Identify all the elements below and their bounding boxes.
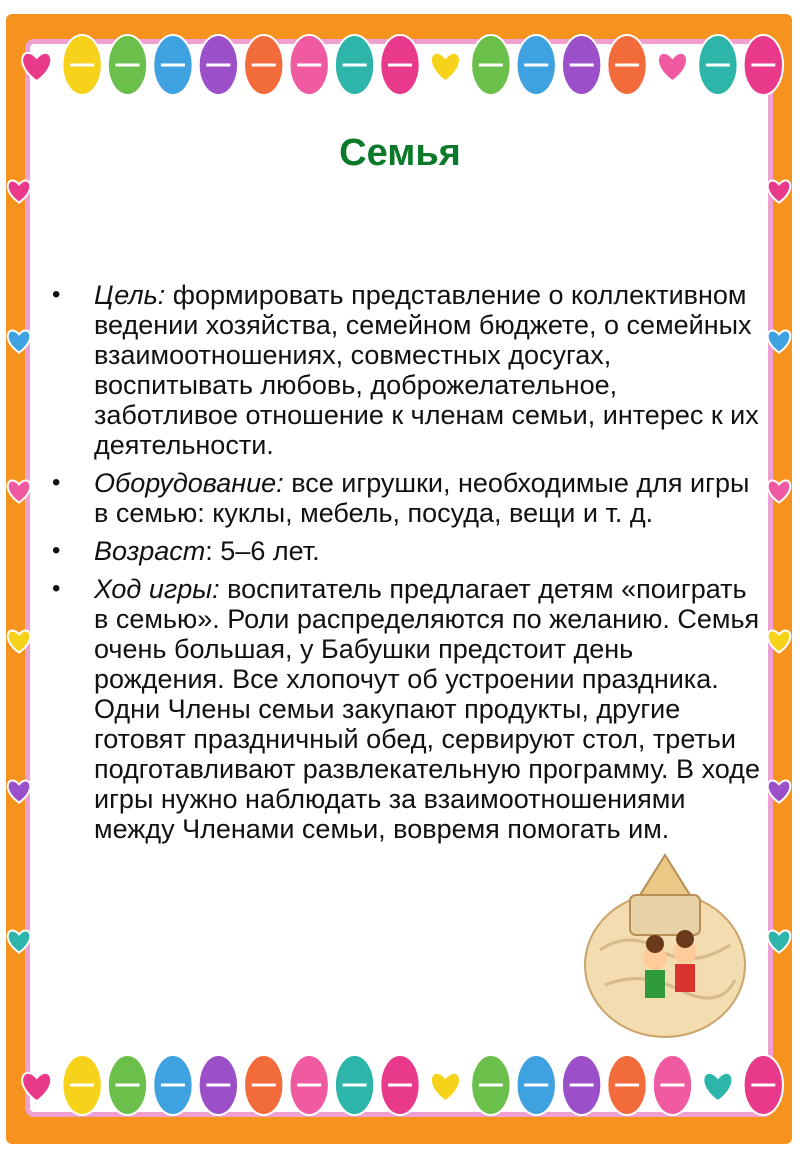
page-title: Семья (339, 132, 461, 174)
heart-icon (8, 481, 31, 503)
globe-kids-illustration (570, 840, 760, 1040)
decor-left-column (2, 150, 36, 1010)
heart-icon (22, 1073, 51, 1101)
heart-icon (703, 1073, 732, 1101)
heart-icon (431, 53, 460, 81)
heart-icon (768, 481, 791, 503)
bullet-icon: • (52, 575, 61, 602)
heart-icon (8, 181, 31, 203)
heart-icon (8, 331, 31, 353)
item-text: формировать представление о коллективном ведении хозяйства, семейном бюджете, о семейных взаимоотношениях, совместных досугах, воспитывать любовь, доброжелательное, заботливое отношение к членам семьи, интерес к их деятельности. (94, 280, 759, 460)
heart-icon (768, 781, 791, 803)
heart-icon (658, 53, 687, 81)
list-item (44, 536, 764, 566)
item-label: Оборудование: (94, 468, 284, 498)
bullet-list (44, 280, 764, 844)
heart-icon (768, 931, 791, 953)
item-text: воспитатель предлагает детям «поиграть в семью». Роли распределяются по желанию. Семья очень большая, у Бабушки предстоит день рождения. Все хлопочут об устроении праздника. Одни Члены семьи закупают продукты, другие готовят праздничный обед, сервируют стол, третьи подготавливают развлекательную программу. В ходе игры нужно наблюдать за взаимоотношениями между Членами семьи, вовремя помогать им. (94, 574, 760, 844)
item-label: Ход игры: (94, 574, 220, 604)
item-text: все игрушки, необходимые для игры в семью: куклы, мебель, посуда, вещи и т. д. (94, 468, 750, 528)
heart-icon (768, 181, 791, 203)
item-label: Возраст (94, 536, 206, 566)
heart-icon (8, 931, 31, 953)
heart-icon (22, 53, 51, 81)
bullet-icon: • (52, 281, 61, 308)
bullet-icon: • (52, 469, 61, 496)
list-item (44, 574, 764, 844)
list-item (44, 468, 764, 528)
decor-right-column (762, 150, 796, 1010)
bullet-icon: • (52, 537, 61, 564)
decor-bottom-row (14, 1040, 786, 1130)
heart-icon (431, 1073, 460, 1101)
heart-icon (8, 631, 31, 653)
list-item (44, 280, 764, 460)
heart-icon (8, 781, 31, 803)
heart-icon (768, 331, 791, 353)
decor-top-row (14, 20, 786, 110)
item-label: Цель: (94, 280, 166, 310)
item-text: : 5–6 лет. (205, 536, 320, 566)
content-block (44, 280, 764, 852)
heart-icon (768, 631, 791, 653)
